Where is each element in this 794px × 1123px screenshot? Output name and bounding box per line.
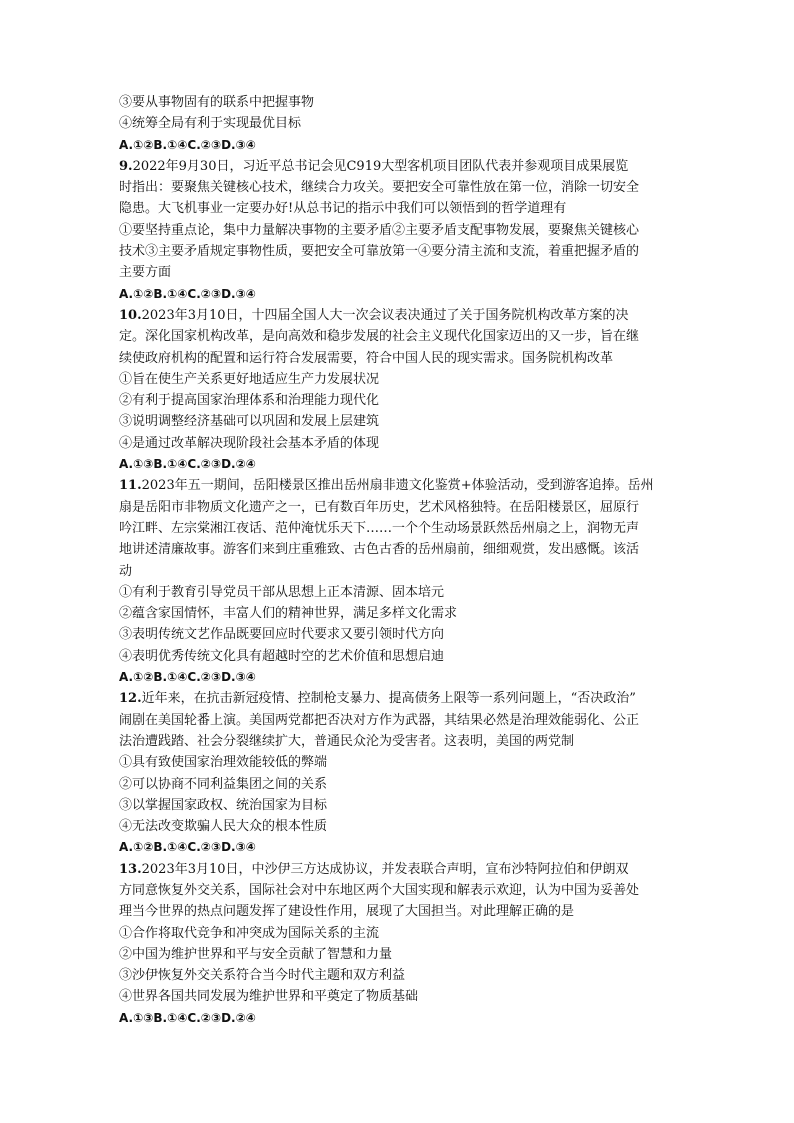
answer-choices: A.①②B.①④C.②③D.③④	[119, 840, 256, 855]
option-line: ①要坚持重点论，集中力量解决事物的主要矛盾②主要矛盾支配事物发展，要聚焦关键核心	[119, 222, 640, 238]
option-line: ④统筹全局有利于实现最优目标	[119, 116, 302, 132]
document-page	[119, 92, 679, 1029]
text-line: 理当今世界的热点问题发挥了建设性作用，展现了大国担当。对此理解正确的是	[119, 904, 575, 920]
question-stem: 13.2023年3月10日，中沙伊三方达成协议，并发表联合声明，宣布沙特阿拉伯和伊朗双	[119, 861, 629, 877]
option-line: ②中国为维护世界和平与安全贡献了智慧和力量	[119, 946, 393, 962]
text-line: 地讲述清廉故事。游客们来到庄重雅致、古色古香的岳州扇前，细细观赏，发出感慨。该活	[119, 542, 640, 558]
option-line: 主要方面	[119, 265, 172, 281]
question-number: 9.	[119, 158, 133, 174]
option-line: ②有利于提高国家治理体系和治理能力现代化	[119, 393, 380, 409]
question-stem: 9.2022年9月30日，习近平总书记会见C919大型客机项目团队代表并参观项目成果展览	[119, 158, 629, 174]
option-line: ①有利于教育引导党员干部从思想上正本清源、固本培元	[119, 584, 445, 600]
option-line: ③要从事物固有的联系中把握事物	[119, 95, 315, 110]
text-line: 时指出：要聚焦关键核心技术，继续合力攻关。要把安全可靠性放在第一位，消除一切安全	[119, 180, 640, 196]
answer-choices: A.①②B.①④C.②③D.③④	[119, 137, 256, 152]
text-line: 扇是岳阳市非物质文化遗产之一，已有数百年历史，艺术风格独特。在岳阳楼景区，屈原行	[119, 499, 640, 515]
answer-choices: A.①②B.①④C.②③D.③④	[119, 670, 256, 685]
option-line: ④无法改变欺骗人民大众的根本性质	[119, 819, 328, 835]
option-line: ③表明传统文艺作品既要回应时代要求又要引领时代方向	[119, 627, 445, 643]
text-line: 闹剧在美国轮番上演。美国两党都把否决对方作为武器，其结果必然是治理效能弱化、公正	[119, 712, 640, 728]
text-line: 动	[119, 563, 133, 579]
question-number: 10.	[119, 307, 142, 323]
text-line: 隐患。大飞机事业一定要办好!从总书记的指示中我们可以领悟到的哲学道理有	[119, 201, 567, 217]
text-line: 方同意恢复外交关系，国际社会对中东地区两个大国实现和解表示欢迎，认为中国为妥善处	[119, 882, 640, 898]
text-line: 吟江畔、左宗棠湘江夜话、范仲淹忧乐天下……一个个生动场景跃然岳州扇之上，润物无声	[119, 520, 640, 536]
option-line: ③说明调整经济基础可以巩固和发展上层建筑	[119, 414, 380, 430]
option-line: ④世界各国共同发展为维护世界和平奠定了物质基础	[119, 989, 419, 1005]
option-line: ①具有致使国家治理效能较低的弊端	[119, 755, 328, 771]
question-stem: 12.近年来，在抗击新冠疫情、控制枪支暴力、提高债务上限等一系列问题上，“否决政治”	[119, 691, 636, 707]
option-line: ①合作将取代竞争和冲突成为国际关系的主流	[119, 925, 380, 941]
option-line: 技术③主要矛盾规定事物性质，要把安全可靠放第一④要分清主流和支流，着重把握矛盾的	[119, 244, 640, 260]
question-number: 11.	[119, 478, 142, 494]
option-line: ③以掌握国家政权、统治国家为目标	[119, 797, 328, 813]
question-number: 13.	[119, 861, 142, 877]
option-line: ④是通过改革解决现阶段社会基本矛盾的体现	[119, 435, 380, 451]
text-line: 续使政府机构的配置和运行符合发展需要，符合中国人民的现实需求。国务院机构改革	[119, 350, 614, 366]
answer-choices: A.①②B.①④C.②③D.③④	[119, 286, 256, 301]
option-line: ①旨在使生产关系更好地适应生产力发展状况	[119, 371, 380, 387]
question-number: 12.	[119, 691, 142, 707]
option-line: ④表明优秀传统文化具有超越时空的艺术价值和思想启迪	[119, 648, 445, 664]
answer-choices: A.①③B.①④C.②③D.②④	[119, 457, 256, 472]
text-line: 法治遭践踏、社会分裂继续扩大，普通民众沦为受害者。这表明，美国的两党制	[119, 733, 575, 749]
option-line: ③沙伊恢复外交关系符合当今时代主题和双方利益	[119, 968, 406, 984]
option-line: ②可以协商不同利益集团之间的关系	[119, 776, 328, 792]
answer-choices: A.①③B.①④C.②③D.②④	[119, 1010, 256, 1025]
question-stem: 10.2023年3月10日，十四届全国人大一次会议表决通过了关于国务院机构改革方案的决	[119, 307, 629, 323]
text-line: 定。深化国家机构改革，是向高效和稳步发展的社会主义现代化国家迈出的又一步，旨在继	[119, 329, 640, 345]
question-stem: 11.2023年五一期间，岳阳楼景区推出岳州扇非遗文化鉴赏+体验活动，受到游客追捧。岳州	[119, 478, 654, 494]
option-line: ②蕴含家国情怀，丰富人们的精神世界，满足多样文化需求	[119, 606, 458, 622]
